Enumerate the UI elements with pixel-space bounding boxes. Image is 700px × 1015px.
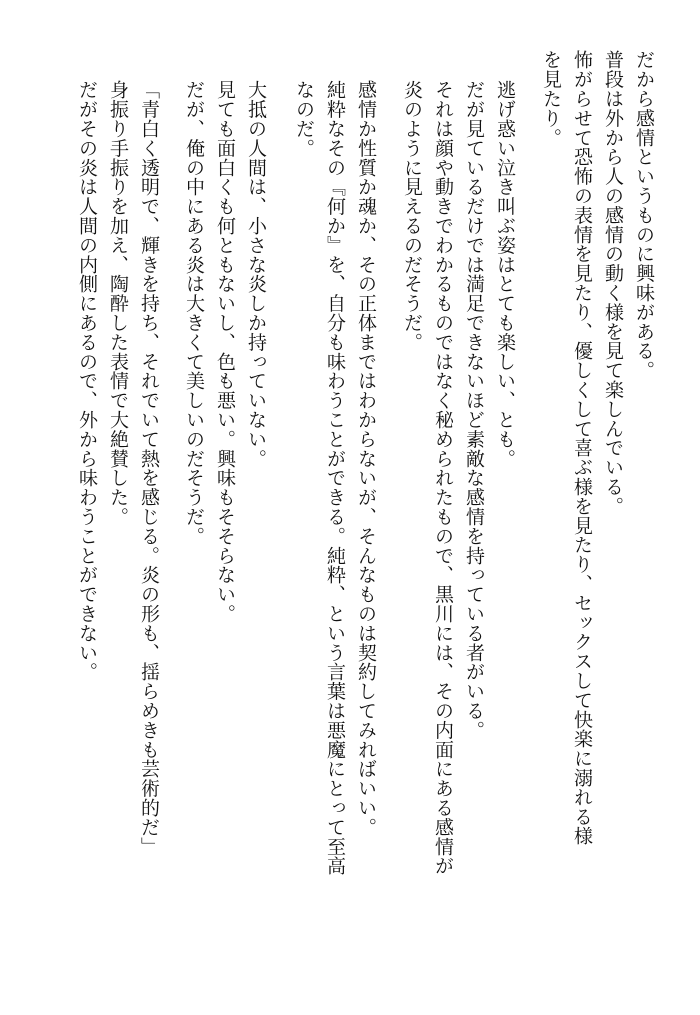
text-column: 大抵の人間は、小さな炎しか持っていない。 (245, 80, 267, 468)
text-column: を見たり。 (540, 50, 562, 147)
text-column: 見ても面白くも何ともないし、色も悪い。興味もそそらない。 (214, 80, 236, 624)
text-column: 「青白く透明で、輝きを持ち、それでいて熱を感じる。炎の形も、揺らめきも芸術的だ」 (138, 80, 160, 856)
text-column: 感情か性質か魂か、その正体まではわからないが、そんなものは契約してみればいい。 (355, 80, 377, 837)
text-column: 怖がらせて恐怖の表情を見たり、優しくして喜ぶ様を見たり、セックスして快楽に溺れる様 (571, 50, 593, 846)
text-column: 炎のように見えるのだそうだ。 (401, 80, 423, 352)
text-column: だがその炎は人間の内側にあるので、外から味わうことができない。 (76, 80, 98, 682)
text-column: だが見ているだけでは満足できないほど素敵な感情を持っている者がいる。 (463, 80, 485, 740)
text-column: 普段は外から人の感情の動く様を見て楽しんでいる。 (602, 50, 624, 516)
text-column: だから感情というものに興味がある。 (633, 50, 655, 380)
text-column: 逃げ惑い泣き叫ぶ姿はとても楽しい、とも。 (494, 80, 516, 468)
text-column: なのだ。 (293, 80, 315, 158)
text-column: それは顔や動きでわかるものではなく秘められたもので、黒川には、その内面にある感情が (432, 80, 454, 876)
text-column: 純粋なその『何か』を、自分も味わうことができる。純粋、という言葉は悪魔にとって至高 (324, 80, 346, 876)
text-column: 身振り手振りを加え、陶酔した表情で大絶賛した。 (107, 80, 129, 527)
text-column: だが、俺の中にある炎は大きくて美しいのだそうだ。 (183, 80, 205, 546)
